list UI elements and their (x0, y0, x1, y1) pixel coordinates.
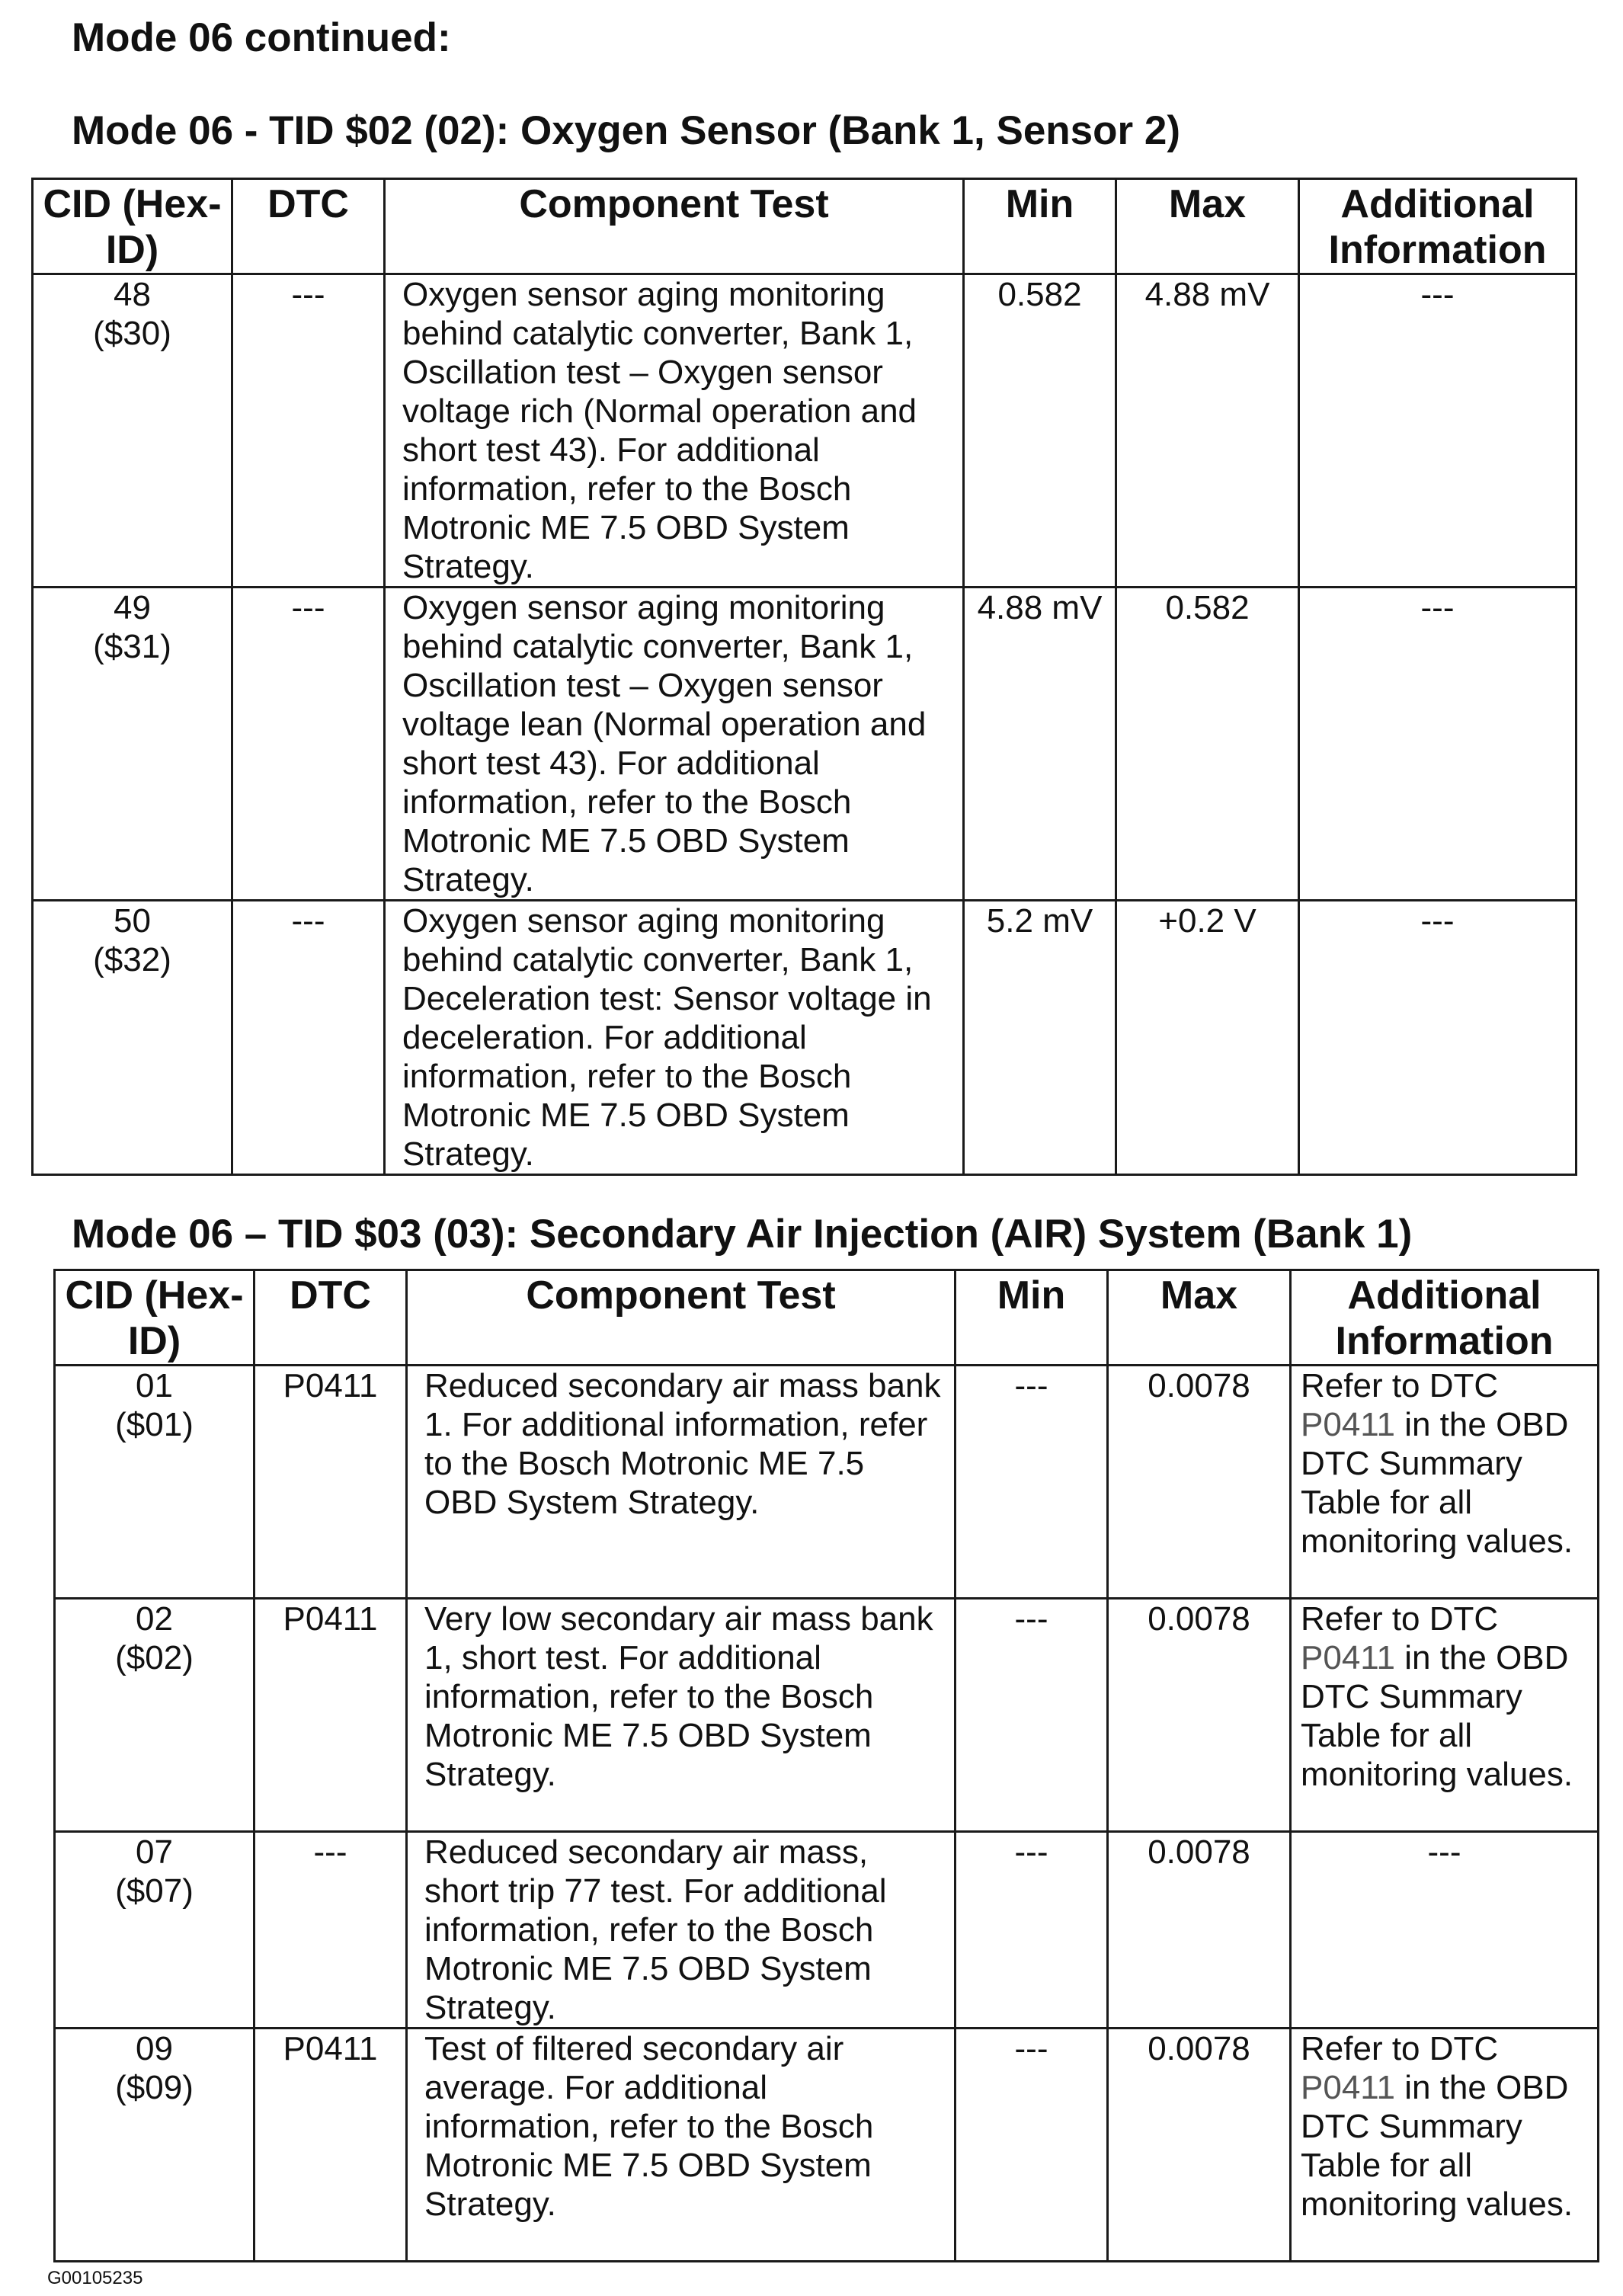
table1-oxygen-sensor (31, 178, 1577, 1176)
cid-cell: 02 ($02) (55, 1599, 254, 1832)
dtc-link[interactable]: P0411 (1301, 1406, 1395, 1443)
table1-header-row (33, 179, 1577, 274)
cid-cell: 50 ($32) (33, 901, 232, 1175)
table-row (55, 1832, 1599, 2029)
dtc-cell: --- (232, 588, 385, 901)
min-cell: 0.582 (964, 274, 1116, 588)
info-cell: --- (1291, 1832, 1599, 2029)
header-min: Min (956, 1270, 1108, 1366)
min-cell: --- (956, 2029, 1108, 2262)
table-row (33, 274, 1577, 588)
dtc-cell: P0411 (254, 1366, 407, 1599)
table2-header-row (55, 1270, 1599, 1366)
dtc-link[interactable]: P0411 (1301, 2069, 1395, 2106)
table2-secondary-air (53, 1269, 1599, 2262)
min-cell: 5.2 mV (964, 901, 1116, 1175)
min-cell: --- (956, 1832, 1108, 2029)
component-test-cell: Oxygen sensor aging monitoring behind catalytic converter, Bank 1, Oscillation test – Oxygen sensor voltage lean (Normal operation and short test 43). For additional information, refer to the Bosch Motronic ME 7.5 OBD System Strategy. (385, 588, 964, 901)
cid-cell: 48 ($30) (33, 274, 232, 588)
header-additional-info: Additional Information (1291, 1270, 1599, 1366)
figure-code: G00105235 (47, 2268, 143, 2288)
max-cell: 0.582 (1116, 588, 1299, 901)
component-test-cell: Oxygen sensor aging monitoring behind catalytic converter, Bank 1, Deceleration test: Sensor voltage in deceleration. For additional information, refer to the Bosch Motronic ME 7.5 OBD System Strategy. (385, 901, 964, 1175)
header-min: Min (964, 179, 1116, 274)
header-cid: CID (Hex-ID) (33, 179, 232, 274)
dtc-cell: --- (254, 1832, 407, 2029)
min-cell: 4.88 mV (964, 588, 1116, 901)
info-cell: Refer to DTC P0411 in the OBD DTC Summary Table for all monitoring values. (1291, 2029, 1599, 2262)
info-cell: --- (1299, 274, 1577, 588)
header-cid: CID (Hex-ID) (55, 1270, 254, 1366)
component-test-cell: Oxygen sensor aging monitoring behind catalytic converter, Bank 1, Oscillation test – Oxygen sensor voltage rich (Normal operation and short test 43). For additional information, refer to the Bosch Motronic ME 7.5 OBD System Strategy. (385, 274, 964, 588)
min-cell: --- (956, 1599, 1108, 1832)
table-row (33, 901, 1577, 1175)
cid-cell: 49 ($31) (33, 588, 232, 901)
component-test-cell: Reduced secondary air mass bank 1. For additional information, refer to the Bosch Motronic ME 7.5 OBD System Strategy. (407, 1366, 956, 1599)
dtc-cell: --- (232, 901, 385, 1175)
info-cell: Refer to DTC P0411 in the OBD DTC Summary Table for all monitoring values. (1291, 1599, 1599, 1832)
max-cell: 0.0078 (1108, 1599, 1291, 1832)
table1-title: Mode 06 - TID $02 (02): Oxygen Sensor (Bank 1, Sensor 2) (72, 108, 1180, 153)
table2-title: Mode 06 – TID $03 (03): Secondary Air Injection (AIR) System (Bank 1) (72, 1212, 1413, 1257)
table-row (55, 1366, 1599, 1599)
header-additional-info: Additional Information (1299, 179, 1577, 274)
header-max: Max (1116, 179, 1299, 274)
table-row (55, 2029, 1599, 2262)
header-max: Max (1108, 1270, 1291, 1366)
max-cell: 0.0078 (1108, 2029, 1291, 2262)
max-cell: 0.0078 (1108, 1832, 1291, 2029)
dtc-cell: P0411 (254, 1599, 407, 1832)
dtc-cell: P0411 (254, 2029, 407, 2262)
component-test-cell: Test of filtered secondary air average. For additional information, refer to the Bosch Motronic ME 7.5 OBD System Strategy. (407, 2029, 956, 2262)
component-test-cell: Very low secondary air mass bank 1, short test. For additional information, refer to the Bosch Motronic ME 7.5 OBD System Strategy. (407, 1599, 956, 1832)
dtc-cell: --- (232, 274, 385, 588)
cid-cell: 01 ($01) (55, 1366, 254, 1599)
info-cell: --- (1299, 588, 1577, 901)
continued-heading: Mode 06 continued: (72, 15, 451, 60)
table-row (33, 588, 1577, 901)
header-component-test: Component Test (407, 1270, 956, 1366)
component-test-cell: Reduced secondary air mass, short trip 77 test. For additional information, refer to the Bosch Motronic ME 7.5 OBD System Strategy. (407, 1832, 956, 2029)
header-component-test: Component Test (385, 179, 964, 274)
min-cell: --- (956, 1366, 1108, 1599)
info-cell: Refer to DTC P0411 in the OBD DTC Summary Table for all monitoring values. (1291, 1366, 1599, 1599)
header-dtc: DTC (232, 179, 385, 274)
cid-cell: 09 ($09) (55, 2029, 254, 2262)
cid-cell: 07 ($07) (55, 1832, 254, 2029)
info-cell: --- (1299, 901, 1577, 1175)
max-cell: 0.0078 (1108, 1366, 1291, 1599)
max-cell: +0.2 V (1116, 901, 1299, 1175)
dtc-link[interactable]: P0411 (1301, 1639, 1395, 1676)
max-cell: 4.88 mV (1116, 274, 1299, 588)
header-dtc: DTC (254, 1270, 407, 1366)
table-row (55, 1599, 1599, 1832)
